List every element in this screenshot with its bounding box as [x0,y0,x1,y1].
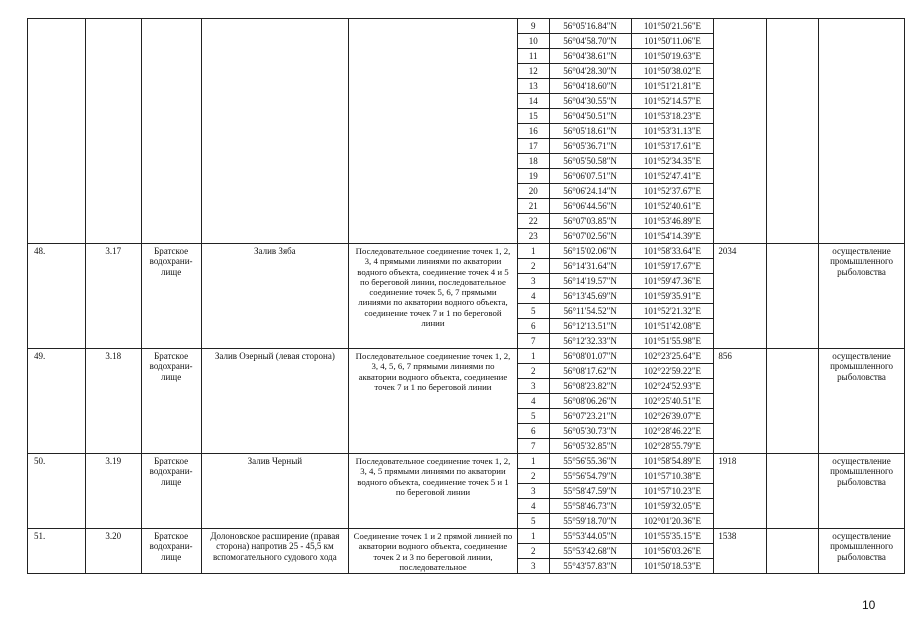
longitude: 101°59'17.67"E [631,259,714,274]
area-value: 856 [714,349,767,454]
reservoir-name: Братское водохрани-лище [141,529,201,574]
cell-blank [767,529,819,574]
longitude: 101°59'32.05"E [631,499,714,514]
latitude: 56°06'24.14"N [549,184,631,199]
point-number: 5 [517,304,549,319]
entry-code: 3.20 [85,529,141,574]
latitude: 56°07'03.85"N [549,214,631,229]
point-number: 4 [517,499,549,514]
latitude: 55°56'54.79"N [549,469,631,484]
latitude: 56°05'36.71"N [549,139,631,154]
cell-blank2 [767,19,819,244]
boundary-description: Соединение точек 1 и 2 прямой линией по акватории водного объекта, соединение точек 2 и 3 по береговой линии, последовательное [349,529,518,574]
entry-number: 51. [28,529,86,574]
latitude: 56°06'44.56"N [549,199,631,214]
longitude: 101°52'21.32"E [631,304,714,319]
longitude: 101°51'55.98"E [631,334,714,349]
table-row [28,244,905,259]
longitude: 101°54'14.39"E [631,229,714,244]
point-number: 7 [517,439,549,454]
table-row [28,454,905,469]
latitude: 56°13'45.69"N [549,289,631,304]
site-name: Залив Озерный (левая сторона) [201,349,349,454]
cell-blank [767,454,819,529]
longitude: 101°50'21.56"E [631,19,714,34]
latitude: 56°04'30.55"N [549,94,631,109]
latitude: 56°04'28.30"N [549,64,631,79]
point-number: 21 [517,199,549,214]
table-row [28,349,905,364]
cell-purpose [819,19,905,244]
point-number: 7 [517,334,549,349]
longitude: 101°53'17.61"E [631,139,714,154]
longitude: 101°58'33.64"E [631,244,714,259]
point-number: 10 [517,34,549,49]
site-name: Залив Зяба [201,244,349,349]
latitude: 56°12'32.33"N [549,334,631,349]
point-number: 4 [517,289,549,304]
point-number: 22 [517,214,549,229]
boundary-description: Последовательное соединение точек 1, 2, 3, 4 прямыми линиями по акватории водного объекта, соединение точек 4 и 5 по береговой линии, последовательное соединение точек 5, 6, 7 прямыми линиями по акватории водного объекта, соединение точек 7 и 1 по береговой линии [349,244,518,349]
longitude: 102°26'39.07"E [631,409,714,424]
usage-purpose: осуществление промышленного рыболовства [819,529,905,574]
longitude: 101°52'34.35"E [631,154,714,169]
point-number: 2 [517,259,549,274]
longitude: 102°01'20.36"E [631,514,714,529]
latitude: 56°04'38.61"N [549,49,631,64]
longitude: 101°52'40.61"E [631,199,714,214]
point-number: 19 [517,169,549,184]
boundary-description: Последовательное соединение точек 1, 2, 3, 4, 5, 6, 7 прямыми линиями по акватории водного объекта, соединение точек 7 и 1 по береговой линии [349,349,518,454]
entry-number: 48. [28,244,86,349]
point-number: 1 [517,454,549,469]
point-number: 5 [517,409,549,424]
latitude: 56°05'16.84"N [549,19,631,34]
longitude: 102°28'55.79"E [631,439,714,454]
entry-code: 3.19 [85,454,141,529]
point-number: 3 [517,274,549,289]
point-number: 6 [517,319,549,334]
page-number: 10 [862,598,876,612]
longitude: 101°51'21.81"E [631,79,714,94]
latitude: 56°08'06.26"N [549,394,631,409]
data-table [27,18,905,574]
entry-code: 3.18 [85,349,141,454]
latitude: 56°05'50.58"N [549,154,631,169]
latitude: 55°53'42.68"N [549,544,631,559]
cell-code [85,19,141,244]
point-number: 13 [517,79,549,94]
point-number: 12 [517,64,549,79]
point-number: 2 [517,364,549,379]
latitude: 56°12'13.51"N [549,319,631,334]
point-number: 1 [517,529,549,544]
cell-desc [349,19,518,244]
longitude: 101°52'47.41"E [631,169,714,184]
point-number: 23 [517,229,549,244]
longitude: 101°52'14.57"E [631,94,714,109]
latitude: 55°58'46.73"N [549,499,631,514]
longitude: 102°22'59.22"E [631,364,714,379]
latitude: 56°14'19.57"N [549,274,631,289]
point-number: 6 [517,424,549,439]
longitude: 101°59'35.91"E [631,289,714,304]
point-number: 15 [517,109,549,124]
longitude: 101°57'10.38"E [631,469,714,484]
latitude: 55°53'44.05"N [549,529,631,544]
usage-purpose: осуществление промышленного рыболовства [819,454,905,529]
point-number: 4 [517,394,549,409]
latitude: 56°08'01.07"N [549,349,631,364]
area-value: 1538 [714,529,767,574]
latitude: 56°07'23.21"N [549,409,631,424]
longitude: 101°50'38.02"E [631,64,714,79]
cell-blank [767,349,819,454]
longitude: 101°57'10.23"E [631,484,714,499]
longitude: 101°52'37.67"E [631,184,714,199]
latitude: 56°04'18.60"N [549,79,631,94]
latitude: 56°04'50.51"N [549,109,631,124]
latitude: 56°06'07.51"N [549,169,631,184]
point-number: 18 [517,154,549,169]
site-name: Залив Черный [201,454,349,529]
point-number: 20 [517,184,549,199]
point-number: 17 [517,139,549,154]
table-body [28,19,905,574]
point-number: 16 [517,124,549,139]
usage-purpose: осуществление промышленного рыболовства [819,244,905,349]
point-number: 3 [517,379,549,394]
point-number: 5 [517,514,549,529]
reservoir-name: Братское водохрани-лище [141,244,201,349]
point-number: 2 [517,544,549,559]
point-number: 11 [517,49,549,64]
table-row [28,19,905,34]
entry-number: 49. [28,349,86,454]
longitude: 101°56'03.26"E [631,544,714,559]
longitude: 101°51'42.08"E [631,319,714,334]
latitude: 56°14'31.64"N [549,259,631,274]
latitude: 56°07'02.56"N [549,229,631,244]
latitude: 55°58'47.59"N [549,484,631,499]
point-number: 3 [517,484,549,499]
latitude: 56°05'32.85"N [549,439,631,454]
latitude: 56°15'02.06"N [549,244,631,259]
reservoir-name: Братское водохрани-лище [141,454,201,529]
latitude: 56°04'58.70"N [549,34,631,49]
latitude: 56°08'17.62"N [549,364,631,379]
reservoir-name: Братское водохрани-лище [141,349,201,454]
latitude: 56°05'18.61"N [549,124,631,139]
longitude: 101°58'54.89"E [631,454,714,469]
area-value: 2034 [714,244,767,349]
longitude: 101°50'19.63"E [631,49,714,64]
cell-area [714,19,767,244]
latitude: 56°05'30.73"N [549,424,631,439]
latitude: 56°11'54.52"N [549,304,631,319]
longitude: 101°55'35.15"E [631,529,714,544]
longitude: 102°28'46.22"E [631,424,714,439]
longitude: 101°50'11.06"E [631,34,714,49]
cell-name [201,19,349,244]
entry-number: 50. [28,454,86,529]
point-number: 14 [517,94,549,109]
longitude: 102°25'40.51"E [631,394,714,409]
entry-code: 3.17 [85,244,141,349]
latitude: 55°43'57.83"N [549,559,631,574]
longitude: 101°50'18.53"E [631,559,714,574]
table-row [28,529,905,544]
site-name: Долоновское расширение (правая сторона) напротив 25 - 45,5 км вспомогательного судового хода [201,529,349,574]
longitude: 102°24'52.93"E [631,379,714,394]
area-value: 1918 [714,454,767,529]
point-number: 1 [517,349,549,364]
longitude: 101°53'18.23"E [631,109,714,124]
cell-reservoir [141,19,201,244]
boundary-description: Последовательное соединение точек 1, 2, 3, 4, 5 прямыми линиями по акватории водного объекта, соединение точек 5 и 1 по береговой линии [349,454,518,529]
point-number: 2 [517,469,549,484]
latitude: 55°59'18.70"N [549,514,631,529]
usage-purpose: осуществление промышленного рыболовства [819,349,905,454]
longitude: 101°53'31.13"E [631,124,714,139]
longitude: 101°53'46.89"E [631,214,714,229]
longitude: 101°59'47.36"E [631,274,714,289]
cell-blank [767,244,819,349]
point-number: 9 [517,19,549,34]
longitude: 102°23'25.64"E [631,349,714,364]
latitude: 56°08'23.82"N [549,379,631,394]
latitude: 55°56'55.36"N [549,454,631,469]
point-number: 1 [517,244,549,259]
point-number: 3 [517,559,549,574]
cell-num [28,19,86,244]
